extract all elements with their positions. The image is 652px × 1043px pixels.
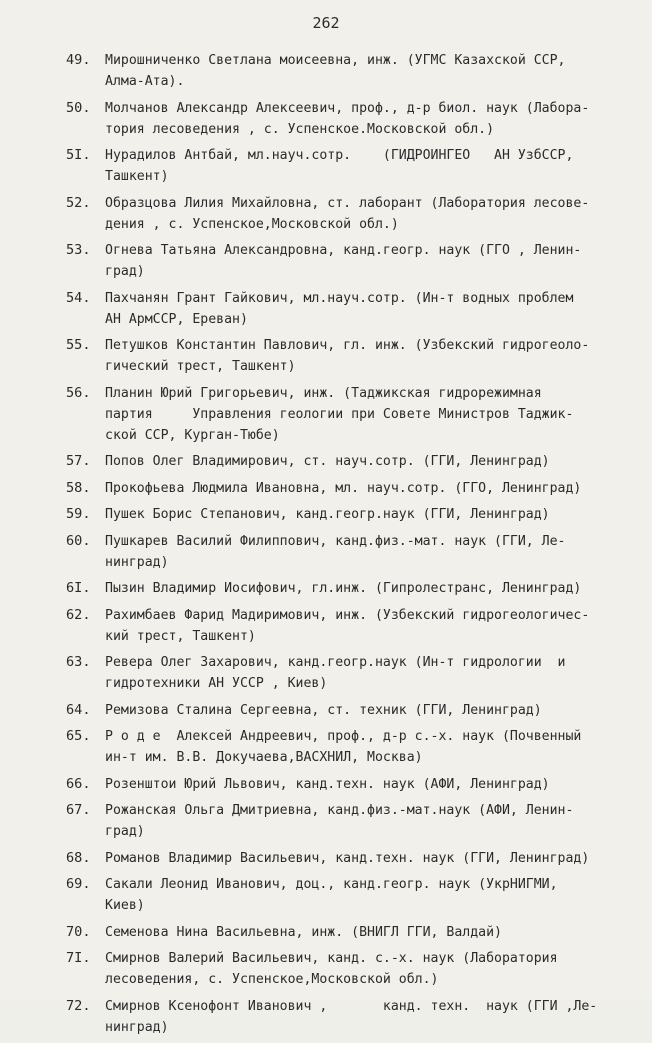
list-item xyxy=(66,240,632,282)
entry-line: нинград) xyxy=(105,554,169,570)
entry-text xyxy=(105,848,632,869)
entry-number: 67. xyxy=(66,802,91,818)
entry-text xyxy=(105,98,632,140)
list-item xyxy=(66,700,632,721)
entry-text xyxy=(105,774,632,795)
entry-line: Р о д е Алексей Андреевич, проф., д-р с.-х. наук (Почвенный xyxy=(105,729,582,744)
list-item xyxy=(66,948,632,990)
entry-text xyxy=(105,578,632,599)
entry-line: АН АрмССР, Ереван) xyxy=(105,311,248,327)
entry-line: Образцова Лилия Михайловна, ст. лаборант (Лаборатория лесове- xyxy=(105,195,590,211)
entry-number: 5I. xyxy=(66,147,91,163)
entry-number: 60. xyxy=(66,532,91,549)
entry-line: Пушкарев Василий Филиппович, канд.физ.-мат. наук (ГГИ, Ле- xyxy=(105,533,566,549)
entry-text xyxy=(105,800,632,842)
entry-text xyxy=(105,335,632,377)
entry-line: Рожанская Ольга Дмитриевна, канд.физ.-мат.наук (АФИ, Ленин- xyxy=(105,803,574,818)
entry-line: Рахимбаев Фарид Мадиримович, инж. (Узбекский гидрогеологичес- xyxy=(105,607,590,623)
list-item xyxy=(66,922,632,943)
entry-line: нинград) xyxy=(105,1019,169,1035)
entry-text xyxy=(105,700,632,721)
list-item xyxy=(66,335,632,377)
entry-line: Молчанов Александр Алексеевич, проф., д-р биол. наук (Лабора- xyxy=(105,100,590,116)
list-item xyxy=(66,996,632,1038)
entry-number: 56. xyxy=(66,384,91,401)
entry-number: 50. xyxy=(66,99,91,116)
entry-line: Ремизова Сталина Сергеевна, ст. техник (ГГИ, Ленинград) xyxy=(105,702,542,718)
entry-text xyxy=(105,605,632,647)
entry-line: лесоведения, с. Успенское,Московской обл.) xyxy=(105,972,439,987)
entry-line: Киев) xyxy=(105,898,145,913)
entry-line: гидротехники АН УССР , Киев) xyxy=(105,676,328,691)
entry-number: 63. xyxy=(66,654,91,670)
list-item xyxy=(66,605,632,647)
entry-number: 62. xyxy=(66,606,91,623)
entry-text xyxy=(105,874,632,916)
entry-number: 55. xyxy=(66,337,91,353)
entry-line: Нурадилов Антбай, мл.науч.сотр. (ГИДРОИНГЕО АН УзбССР, xyxy=(105,148,574,163)
entry-number: 57. xyxy=(66,453,91,469)
list-item xyxy=(66,800,632,842)
list-item xyxy=(66,193,632,235)
entry-line: Смирнов Валерий Васильевич, канд. с.-х. наук (Лаборатория xyxy=(105,951,558,966)
list-item xyxy=(66,578,632,599)
entry-line: Пахчанян Грант Гайкович, мл.науч.сотр. (Ин-т водных проблем xyxy=(105,290,574,306)
list-item xyxy=(66,652,632,694)
entry-line: кий трест, Ташкент) xyxy=(105,628,256,644)
entry-line: ин-т им. В.В. Докучаева,ВАСХНИЛ, Москва) xyxy=(105,750,423,765)
entry-number: 64. xyxy=(66,701,91,718)
list-item xyxy=(66,848,632,869)
entry-text xyxy=(105,531,632,573)
list-item xyxy=(66,774,632,795)
entry-line: партия Управления геологии при Совете Министров Таджик- xyxy=(105,406,574,422)
list-item xyxy=(66,50,632,92)
entry-number: 70. xyxy=(66,923,91,940)
list-item xyxy=(66,451,632,472)
entry-line: Пушек Борис Степанович, канд.геогр.наук (ГГИ, Ленинград) xyxy=(105,507,550,522)
entry-line: Романов Владимир Васильевич, канд.техн. наук (ГГИ, Ленинград) xyxy=(105,850,590,866)
entry-text xyxy=(105,50,632,92)
entry-number: 72. xyxy=(66,997,91,1014)
entry-text xyxy=(105,478,632,499)
entry-number: 52. xyxy=(66,194,91,211)
entry-line: Смирнов Ксенофонт Иванович , канд. техн. наук (ГГИ ,Ле- xyxy=(105,998,598,1014)
entry-number: 54. xyxy=(66,289,91,306)
entry-text xyxy=(105,726,632,768)
list-item xyxy=(66,531,632,573)
entry-line: гический трест, Ташкент) xyxy=(105,359,296,374)
entry-line: Алма-Ата). xyxy=(105,74,185,89)
list-item xyxy=(66,383,632,446)
entry-line: Петушков Константин Павлович, гл. инж. (Узбекский гидрогеоло- xyxy=(105,338,590,353)
entry-line: Попов Олег Владимирович, ст. науч.сотр. (ГГИ, Ленинград) xyxy=(105,454,550,469)
list-item xyxy=(66,288,632,330)
entry-line: Прокофьева Людмила Ивановна, мл. науч.сотр. (ГГО, Ленинград) xyxy=(105,480,582,496)
entry-number: 65. xyxy=(66,728,91,744)
entry-number: 68. xyxy=(66,849,91,866)
entry-number: 59. xyxy=(66,506,91,522)
entry-text xyxy=(105,193,632,235)
entry-number: 6I. xyxy=(66,580,91,596)
entry-text xyxy=(105,451,632,472)
entry-line: Ревера Олег Захарович, канд.геогр.наук (Ин-т гидрологии и xyxy=(105,655,566,670)
page-number: 262 xyxy=(312,14,340,32)
entry-line: дения , с. Успенское,Московской обл.) xyxy=(105,216,399,232)
entry-line: Огнева Татьяна Александровна, канд.геогр. наук (ГГО , Ленин- xyxy=(105,243,582,258)
entry-number: 66. xyxy=(66,775,91,792)
entry-line: Планин Юрий Григорьевич, инж. (Таджикская гидрорежимная xyxy=(105,385,542,401)
entry-text xyxy=(105,922,632,943)
entry-text xyxy=(105,504,632,525)
entry-number: 58. xyxy=(66,479,91,496)
entry-line: тория лесоведения , с. Успенское.Московской обл.) xyxy=(105,121,495,137)
list-item xyxy=(66,726,632,768)
entry-line: Сакали Леонид Иванович, доц., канд.геогр. наук (УкрНИГМИ, xyxy=(105,877,558,892)
entry-number: 69. xyxy=(66,876,91,892)
entry-text xyxy=(105,145,632,187)
entry-text xyxy=(105,996,632,1038)
entry-line: Розенштои Юрий Львович, канд.техн. наук (АФИ, Ленинград) xyxy=(105,776,550,792)
entry-line: ской ССР, Курган-Тюбе) xyxy=(105,427,280,443)
entry-number: 49. xyxy=(66,52,91,68)
entry-line: Пызин Владимир Иосифович, гл.инж. (Гипролестранс, Ленинград) xyxy=(105,581,582,596)
list-item xyxy=(66,145,632,187)
entry-number: 53. xyxy=(66,242,91,258)
entry-text xyxy=(105,288,632,330)
entry-number: 7I. xyxy=(66,950,91,966)
participant-list xyxy=(66,50,632,1043)
list-item xyxy=(66,98,632,140)
list-item xyxy=(66,504,632,525)
entry-line: град) xyxy=(105,264,145,279)
entry-line: Семенова Нина Васильевна, инж. (ВНИГЛ ГГИ, Валдай) xyxy=(105,924,502,940)
entry-text xyxy=(105,948,632,990)
entry-line: град) xyxy=(105,824,145,839)
list-item xyxy=(66,874,632,916)
list-item xyxy=(66,478,632,499)
entry-text xyxy=(105,240,632,282)
entry-line: Мирошниченко Светлана моисеевна, инж. (УГМС Казахской ССР, xyxy=(105,53,566,68)
entry-text xyxy=(105,652,632,694)
entry-line: Ташкент) xyxy=(105,169,169,184)
entry-text xyxy=(105,383,632,446)
